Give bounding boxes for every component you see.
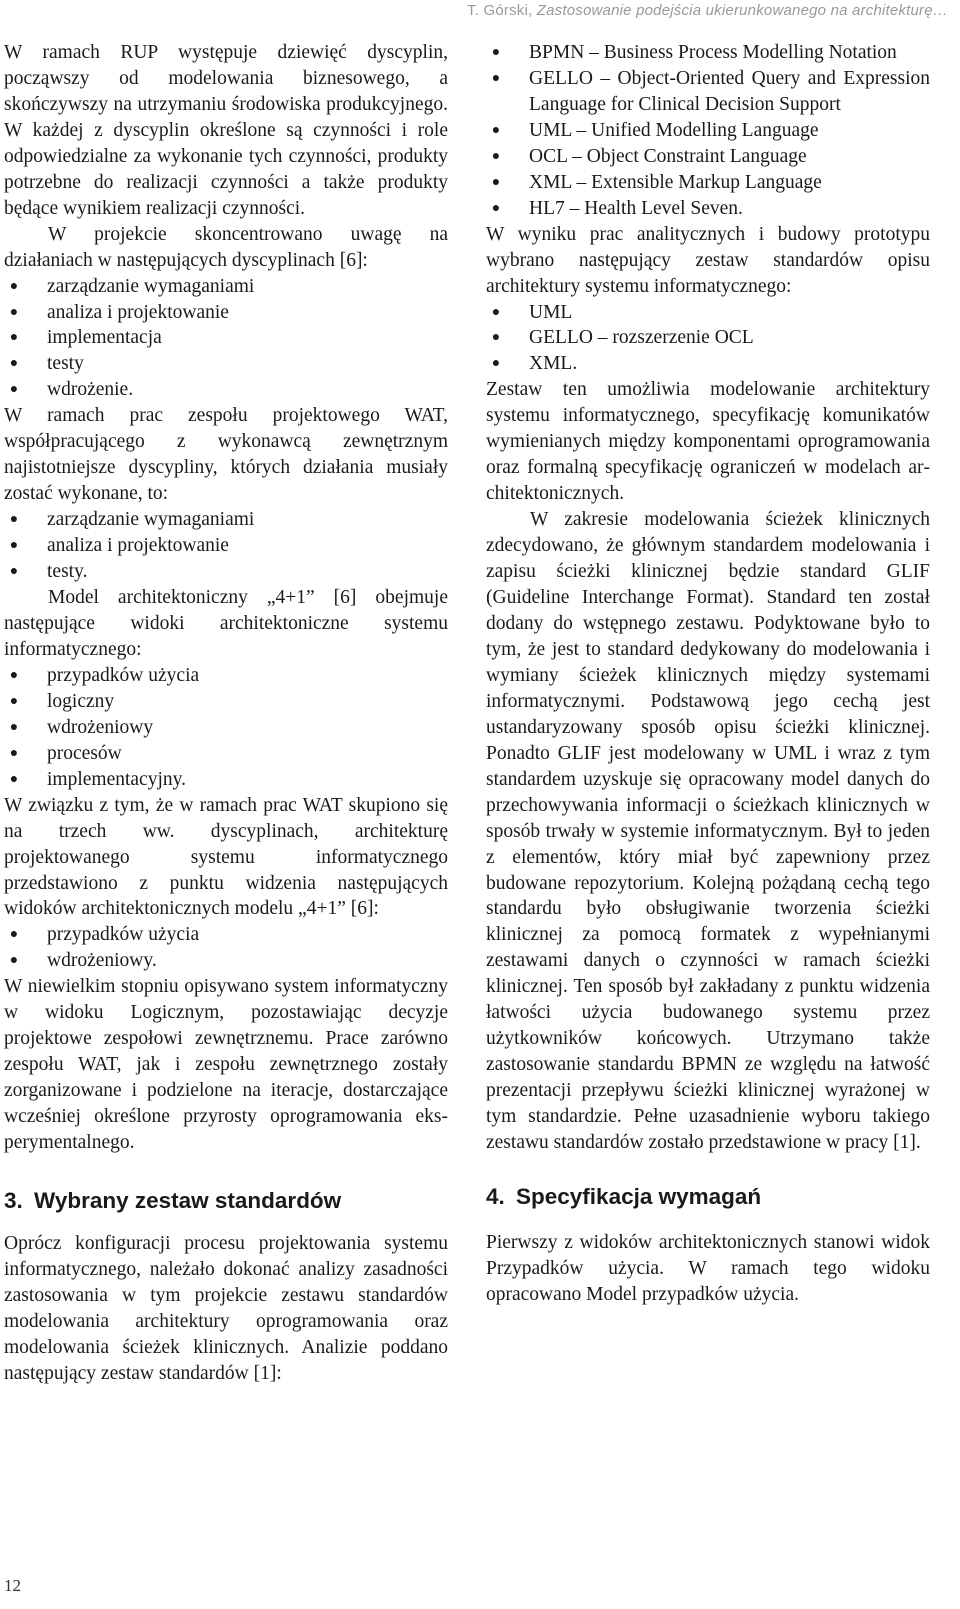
bullet-icon: ● (491, 304, 501, 320)
list-item-text: XML. (529, 353, 578, 375)
list-item (4, 767, 448, 793)
list-item (4, 922, 448, 948)
list-item (486, 300, 930, 326)
list-item (4, 533, 448, 559)
list-item-text: przypadków użycia (47, 924, 200, 946)
list-item (4, 300, 448, 326)
list-item (4, 663, 448, 689)
page-number: 12 (4, 1576, 21, 1595)
left-column (4, 40, 448, 1387)
paragraph: Zestaw ten umożliwia modelowanie architektury systemu informatycznego, specyfikację komunikatów wymienianych między komponentami oprogramowania oraz formalną specyfikację ograniczeń w modelach architektonicznych. (486, 379, 930, 505)
list-item-text: UML (529, 301, 573, 323)
list-item-text: wdrożeniowy (47, 716, 154, 738)
list-item-text: implementacyjny. (47, 768, 186, 790)
paragraph: Oprócz konfiguracji procesu projektowania systemu informatycznego, należało dokonać analizy zasadności zastosowania w tym projekcie zestawu standardów modelowania architektury oprogramowania oraz modelowania ścieżek klinicznych. Analizie poddano następujący zestaw standardów [1]: (4, 1232, 448, 1384)
paragraph: W związku z tym, że w ramach prac WAT skupiono się na trzech ww. dyscyplinach, architekturę projektowanego systemu informatycznego przedstawiono z punktu widzenia następujących widoków architektonicznych modelu „4+1” [6]: (4, 794, 448, 920)
paragraph: Pierwszy z widoków architektonicznych stanowi widok Przypadków użycia. W ramach tego widoku opracowano Model przypadków użycia. (486, 1231, 930, 1305)
list-item (486, 325, 930, 351)
list-item (4, 559, 448, 585)
bullet-icon: ● (9, 304, 19, 320)
bullet-icon: ● (491, 45, 501, 60)
list-item-text: implementacja (47, 327, 162, 349)
list-item (4, 325, 448, 351)
list-item (4, 274, 448, 300)
list-item (4, 689, 448, 715)
bullet-icon: ● (9, 719, 19, 735)
list-item (486, 170, 930, 196)
list-item-text: wdrożeniowy. (47, 950, 157, 972)
bullet-icon: ● (9, 564, 19, 580)
list-item (486, 118, 930, 144)
list-item-text: XML – Extensible Markup Language (529, 171, 822, 193)
list-item-text: GELLO – rozszerzenie OCL (529, 327, 754, 349)
list-item (4, 351, 448, 377)
bullet-icon: ● (9, 356, 19, 372)
list-item-text: UML – Unified Modelling Language (529, 119, 819, 141)
paragraph: W ramach prac zespołu projektowego WAT, współpracującego z wykonawcą zewnętrznym najistotniejsze dyscypliny, których działania musiały zostać wykonane, to: (4, 405, 448, 505)
bullet-icon: ● (9, 953, 19, 969)
list-item-text: przypadków użycia (47, 664, 200, 686)
list-item (4, 377, 448, 403)
bullet-icon: ● (491, 122, 501, 138)
list-item (4, 741, 448, 767)
bullet-icon: ● (9, 278, 19, 294)
list-item-text: analiza i projektowanie (47, 535, 229, 557)
bullet-icon: ● (491, 174, 501, 190)
list-item (486, 144, 930, 170)
paragraph: W ramach RUP występuje dziewięć dyscyplin, począwszy od modelowania biznesowego, a skończywszy na utrzymaniu środowiska produkcyjnego. W każdej z dyscyplin określone są czynności i role odpowiedzialne za wykonanie tych czynności, produkty potrzebne do realizacji czynności a także produkty będące wynikiem realizacji czynności. (4, 42, 448, 219)
bullet-icon: ● (9, 745, 19, 761)
bullet-icon: ● (9, 927, 19, 943)
bullet-icon: ● (9, 771, 19, 787)
list-item-text: wdrożenie. (47, 379, 134, 401)
bullet-icon: ● (491, 200, 501, 216)
bullet-icon: ● (9, 667, 19, 683)
list-item-text: procesów (47, 742, 122, 764)
list-item (4, 507, 448, 533)
list-item (486, 196, 930, 222)
paragraph: W projekcie skoncentrowano uwagę na działaniach w następujących dyscyplinach [6]: (4, 223, 448, 271)
right-column (486, 40, 930, 1308)
paragraph: W wyniku prac analitycznych i budowy prototypu wybrano następujący zestaw standardów opisu architektury systemu informatycznego: (486, 223, 930, 297)
header-title: Zastosowanie podejścia ukierunkowanego na architekturę… (536, 2, 948, 19)
bullet-icon: ● (9, 512, 19, 528)
bullet-list (4, 663, 448, 793)
bullet-icon: ● (491, 148, 501, 164)
list-item (486, 40, 930, 66)
bullet-icon: ● (491, 330, 501, 346)
bullet-list (4, 922, 448, 974)
list-item (4, 715, 448, 741)
list-item-text: GELLO – Object-Oriented Query and Expression Language for Clinical Decision Support (529, 67, 930, 115)
list-item-text: testy. (47, 561, 88, 583)
list-item-text: zarządzanie wymaganiami (47, 275, 255, 297)
list-item-text: analiza i projektowanie (47, 301, 229, 323)
bullet-list (486, 40, 930, 222)
section-heading: 3. Wybrany zestaw standardów (4, 1187, 342, 1213)
paragraph: Model architektoniczny „4+1” [6] obejmuje następujące widoki architektoniczne systemu informatycznego: (4, 587, 448, 660)
bullet-icon: ● (9, 693, 19, 709)
bullet-icon: ● (9, 382, 19, 398)
list-item-text: logiczny (47, 690, 115, 712)
bullet-icon: ● (491, 356, 501, 372)
running-header (467, 2, 948, 19)
bullet-icon: ● (9, 538, 19, 554)
bullet-icon: ● (9, 330, 19, 346)
list-item-text: BPMN – Business Process Modelling Notation (529, 42, 897, 63)
list-item-text: OCL – Object Constraint Language (529, 145, 807, 167)
bullet-icon: ● (491, 70, 501, 86)
list-item-text: zarządzanie wymaganiami (47, 509, 255, 531)
header-author: T. Górski, (467, 2, 533, 19)
bullet-list (4, 507, 448, 585)
list-item (486, 351, 930, 377)
list-item-text: HL7 – Health Level Seven. (529, 197, 743, 219)
paragraph: W niewielkim stopniu opisywano system informatyczny w widoku Logicznym, pozostawiając decyzje projektowe zespołowi zewnętrznemu. Prace zarówno zespołu WAT, jak i zespołu zewnętrznego zostały zorganizowane i podzielone na iteracje, dostarczające wcześniej określone przyrosty oprogramowania eksperymentalnego. (4, 976, 448, 1154)
list-item-text: testy (47, 353, 84, 375)
paragraph: W zakresie modelowania ścieżek klinicznych zdecydowano, że głównym standardem modelowania i zapisu ścieżki klinicznej będzie standard GLIF (Guideline Interchange Format). Standard ten został dodany do wstępnego zestawu. Podyktowane było to tym, że jest to standard dedykowany do modelowania i wymiany ścieżek klinicznych między systemami informatycznymi. Podstawową jego cechą jest ustandaryzowany sposób opisu ścieżki klinicznej. Ponadto GLIF jest modelowany w UML i wraz z tym standardem uzyskuje się opracowany model danych do przechowywania informacji o ścieżkach klinicznych w sposób trwały w systemie informatycznym. Był to jeden z elementów, który miał być zapewniony przez budowane repozytorium. Kolejną pożądaną cechą tego standardu było obsługiwanie tworzenia ścieżki klinicznej za pomocą formatek z wypełnianymi zestawami danych o czynności w ramach ścieżki klinicznej. Ten sposób był zakładany z punktu widzenia łatwości użycia budowanego systemu przez użytkowników końcowych. Utrzymano także zastosowanie standardu BPMN ze względu na łatwość prezentacji przepływu ścieżki klinicznej wyrażonej w tym standardzie. Pełne uzasadnienie wyboru takiego zestawu standardów zostało przedstawione w pracy [1]. (486, 509, 930, 1154)
bullet-list (4, 274, 448, 404)
section-heading: 4. Specyfikacja wymagań (486, 1183, 762, 1209)
list-item (4, 948, 448, 974)
bullet-list (486, 300, 930, 378)
list-item (486, 66, 930, 118)
